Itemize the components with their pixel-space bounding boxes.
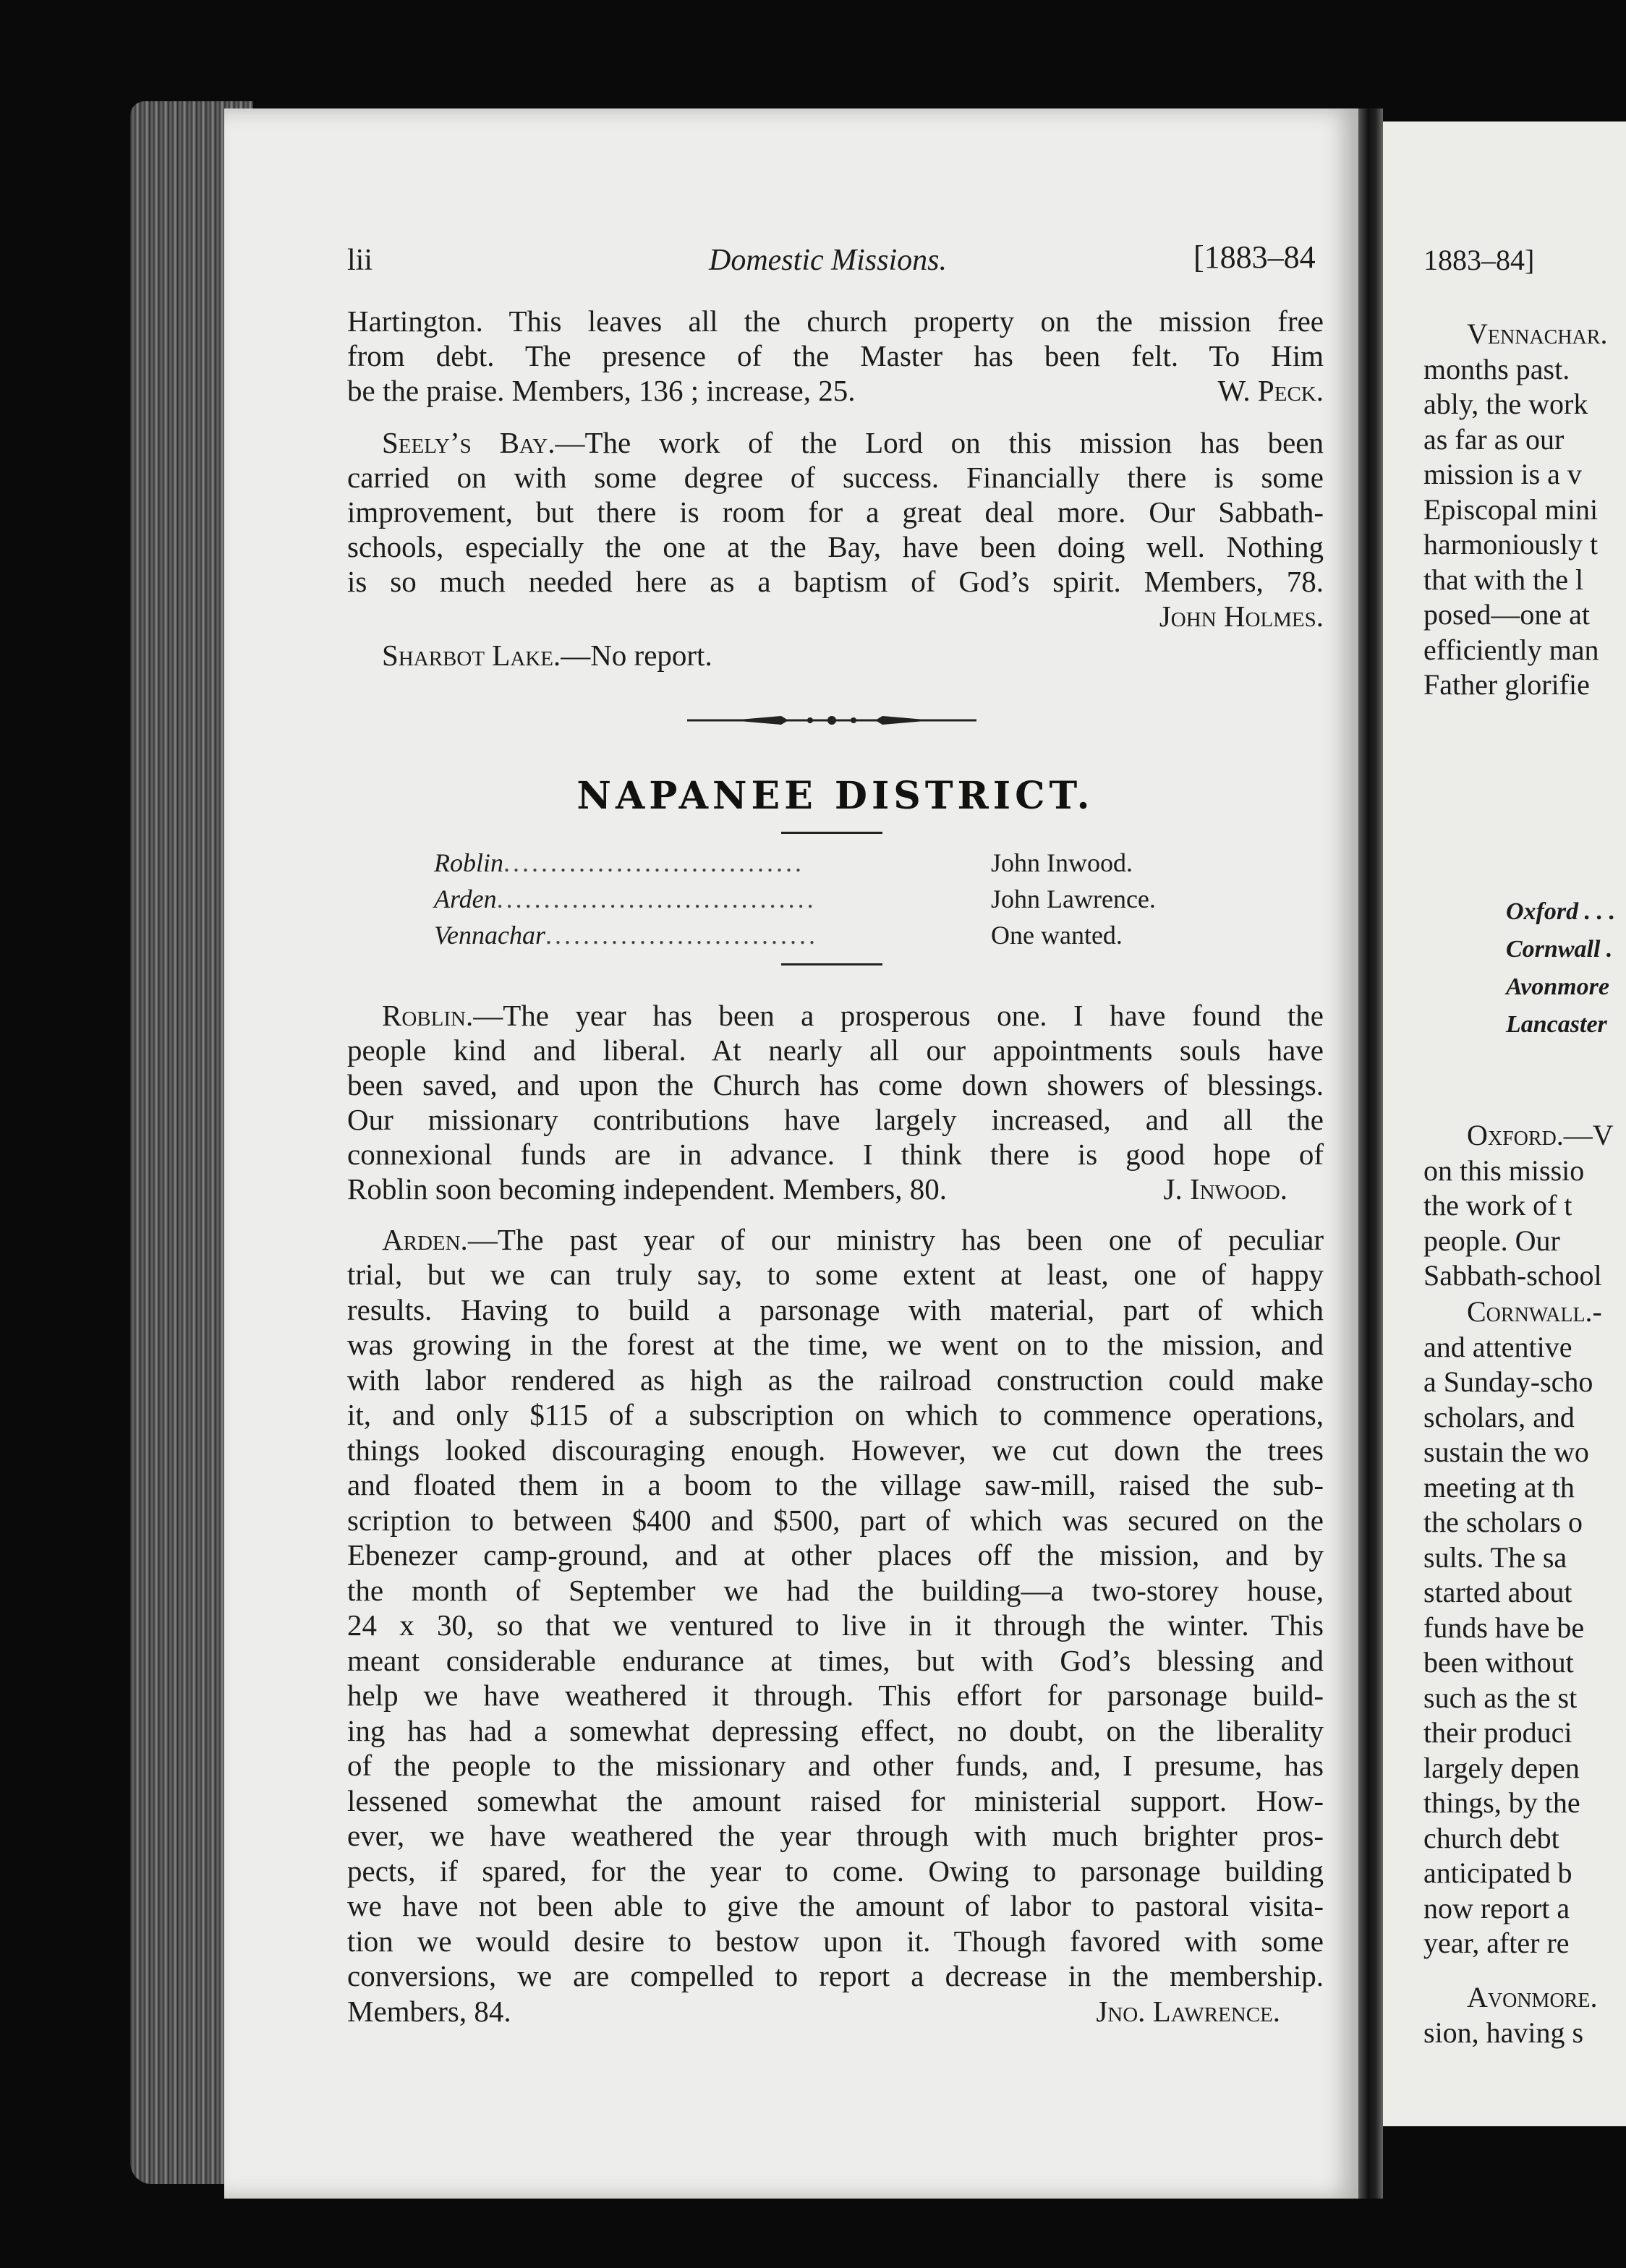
text-line: be the praise. Members, 136 ; increase, 25. bbox=[347, 374, 856, 407]
right-text-line: Episcopal mini bbox=[1423, 493, 1599, 526]
text-line: with labor rendered as high as the railroad construction could make bbox=[347, 1363, 1324, 1397]
text-line: ing has had a somewhat depressing effect, no doubt, on the liberality bbox=[347, 1713, 1324, 1747]
text-line: people kind and liberal. At nearly all our appointments souls have bbox=[347, 1033, 1324, 1067]
text-line: trial, but we can truly say, to some extent at least, one of happy bbox=[347, 1258, 1324, 1291]
text-line: improvement, but there is room for a great deal more. Our Sabbath- bbox=[347, 495, 1324, 529]
right-text-line: months past. bbox=[1423, 352, 1570, 385]
place-name: Roblin. bbox=[382, 999, 474, 1032]
appointment-row bbox=[434, 848, 1133, 878]
right-text-line: largely depen bbox=[1423, 1751, 1580, 1784]
right-text-line: now report a bbox=[1423, 1891, 1570, 1924]
text-line: results. Having to build a parsonage with material, part of which bbox=[347, 1292, 1324, 1326]
right-text-line: that with the l bbox=[1423, 563, 1584, 596]
right-text-line: sion, having s bbox=[1423, 2016, 1584, 2049]
right-text-line: anticipated b bbox=[1423, 1856, 1572, 1889]
place-name: Sharbot Lake. bbox=[382, 639, 561, 672]
signature-jno-lawrence: Jno. Lawrence. bbox=[1096, 1994, 1280, 2028]
right-appointment-place: Lancaster bbox=[1506, 1011, 1607, 1038]
right-header-year: 1883–84] bbox=[1423, 244, 1535, 276]
header-year: [1883–84 bbox=[1193, 239, 1316, 275]
right-text-line: posed—one at bbox=[1423, 598, 1590, 631]
text-line: Ebenezer camp-ground, and at other places off the mission, and by bbox=[347, 1538, 1324, 1572]
text-line: conversions, we are compelled to report a decrease in the membership. bbox=[347, 1959, 1324, 1992]
leader-dots: ............................. bbox=[545, 921, 818, 950]
right-text-line: people. Our bbox=[1423, 1224, 1560, 1257]
right-text-line: been without bbox=[1423, 1646, 1574, 1679]
signature-john-holmes: John Holmes. bbox=[1159, 600, 1324, 633]
right-appointment-place: Cornwall . bbox=[1506, 936, 1613, 963]
right-text-line: Cornwall.- bbox=[1467, 1295, 1602, 1328]
appointment-minister: John Inwood. bbox=[991, 848, 1133, 877]
text-line: carried on with some degree of success. Financially there is some bbox=[347, 461, 1324, 494]
appointment-minister: One wanted. bbox=[991, 921, 1123, 950]
right-appointment-place: Avonmore bbox=[1506, 973, 1609, 1000]
place-name: Seely’s Bay. bbox=[382, 426, 556, 459]
text-line: Roblin soon becoming independent. Members, 80. bbox=[347, 1172, 947, 1206]
text-line: things looked discouraging enough. However, we cut down the trees bbox=[347, 1433, 1324, 1467]
right-text-line: on this missio bbox=[1423, 1154, 1585, 1187]
appointment-place: Vennachar bbox=[434, 921, 545, 950]
running-title: Domestic Missions. bbox=[709, 244, 947, 277]
divider-rule bbox=[781, 832, 882, 834]
text-line: 24 x 30, so that we ventured to live in it through the winter. This bbox=[347, 1608, 1324, 1642]
ornament-divider bbox=[687, 712, 976, 729]
right-text-line: things, by the bbox=[1423, 1786, 1580, 1819]
text-line: the month of September we had the building—a two-storey house, bbox=[347, 1573, 1324, 1607]
place-name: Arden. bbox=[382, 1223, 468, 1256]
right-text-line: Avonmore. bbox=[1467, 1981, 1598, 2013]
book-gutter bbox=[1358, 108, 1383, 2199]
text-line: is so much needed here as a baptism of God’s spirit. Members, 78. bbox=[347, 565, 1324, 598]
right-text-line: funds have be bbox=[1423, 1611, 1585, 1644]
signature-w-peck: W. Peck. bbox=[1217, 374, 1324, 407]
right-text-line: and attentive bbox=[1423, 1330, 1572, 1363]
right-text-line: harmoniously t bbox=[1423, 528, 1599, 560]
right-text-line: the work of t bbox=[1423, 1189, 1572, 1222]
right-text-line: such as the st bbox=[1423, 1681, 1578, 1714]
right-text-line: Father glorifie bbox=[1423, 668, 1590, 701]
right-text-line: ably, the work bbox=[1423, 388, 1588, 420]
text-line: pects, if spared, for the year to come. Owing to parsonage building bbox=[347, 1854, 1324, 1888]
district-title: NAPANEE DISTRICT. bbox=[576, 774, 1094, 818]
text-line: and floated them in a boom to the village saw-mill, raised the sub- bbox=[347, 1468, 1324, 1501]
right-text-line: a Sunday-scho bbox=[1423, 1365, 1593, 1398]
text-line: tion we would desire to bestow upon it. Though favored with some bbox=[347, 1924, 1324, 1958]
text-line: Hartington. This leaves all the church property on the mission free bbox=[347, 304, 1324, 338]
right-text-line: efficiently man bbox=[1423, 633, 1599, 666]
right-text-line: year, after re bbox=[1423, 1927, 1570, 1959]
signature-j-inwood: J. Inwood. bbox=[1163, 1172, 1287, 1206]
report-arden: Arden.—The past year of our ministry has been one of peculiar bbox=[382, 1223, 1324, 1256]
appointment-row bbox=[434, 920, 1128, 950]
appointment-place: Arden bbox=[434, 884, 497, 913]
text-line: Our missionary contributions have largely increased, and all the bbox=[347, 1103, 1324, 1136]
right-text-line: the scholars o bbox=[1423, 1506, 1583, 1538]
text-line: help we have weathered it through. This effort for parsonage build- bbox=[347, 1679, 1324, 1712]
right-text-line: as far as our bbox=[1423, 422, 1565, 456]
text-line: meant considerable endurance at times, but with God’s blessing and bbox=[347, 1643, 1324, 1677]
right-text-line: mission is a v bbox=[1423, 458, 1582, 490]
right-text-line: their produci bbox=[1423, 1716, 1572, 1749]
right-text-line: sustain the wo bbox=[1423, 1436, 1589, 1468]
text-line: from debt. The presence of the Master has been felt. To Him bbox=[347, 339, 1324, 372]
leader-dots: ................................ bbox=[503, 848, 804, 877]
right-text-line: Sabbath-school bbox=[1423, 1259, 1602, 1292]
right-text-line: Oxford.—V bbox=[1467, 1119, 1614, 1151]
right-text-line: started about bbox=[1423, 1576, 1572, 1608]
text-line: been saved, and upon the Church has come down showers of blessings. bbox=[347, 1068, 1324, 1101]
leader-dots: .................................. bbox=[496, 884, 817, 913]
text-line: was growing in the forest at the time, we went on to the mission, and bbox=[347, 1328, 1324, 1361]
right-text-line: church debt bbox=[1423, 1821, 1559, 1854]
appointment-row bbox=[434, 884, 1156, 914]
text-line: scription to between $400 and $500, part of which was secured on the bbox=[347, 1503, 1324, 1537]
right-text-line: sults. The sa bbox=[1423, 1540, 1567, 1574]
text-line: ever, we have weathered the year through with much brighter pros- bbox=[347, 1819, 1324, 1852]
report-sharbot-lake: Sharbot Lake.—No report. bbox=[382, 639, 712, 672]
report-seelys-bay: Seely’s Bay.—The work of the Lord on this mission has been bbox=[382, 426, 1324, 459]
text-line: connexional funds are in advance. I think there is good hope of bbox=[347, 1138, 1324, 1171]
report-roblin: Roblin.—The year has been a prosperous one. I have found the bbox=[382, 999, 1324, 1032]
text-line: Members, 84. bbox=[347, 1994, 511, 2028]
right-text-line: scholars, and bbox=[1423, 1400, 1575, 1433]
right-appointment-place: Oxford . . . bbox=[1506, 898, 1616, 925]
page-number: lii bbox=[347, 244, 373, 277]
text-line: of the people to the missionary and other funds, and, I presume, has bbox=[347, 1749, 1324, 1782]
text-line: schools, especially the one at the Bay, have been doing well. Nothing bbox=[347, 530, 1324, 563]
appointment-place: Roblin bbox=[434, 848, 503, 877]
divider-rule bbox=[781, 963, 882, 965]
right-text-line: meeting at th bbox=[1423, 1470, 1575, 1504]
right-text-line: Vennachar. bbox=[1467, 317, 1608, 350]
text-line: it, and only $115 of a subscription on which to commence operations, bbox=[347, 1398, 1324, 1431]
appointment-minister: John Lawrence. bbox=[991, 884, 1156, 913]
text-line: lessened somewhat the amount raised for ministerial support. How- bbox=[347, 1783, 1324, 1817]
text-line: we have not been able to give the amount of labor to pastoral visita- bbox=[347, 1889, 1324, 1922]
